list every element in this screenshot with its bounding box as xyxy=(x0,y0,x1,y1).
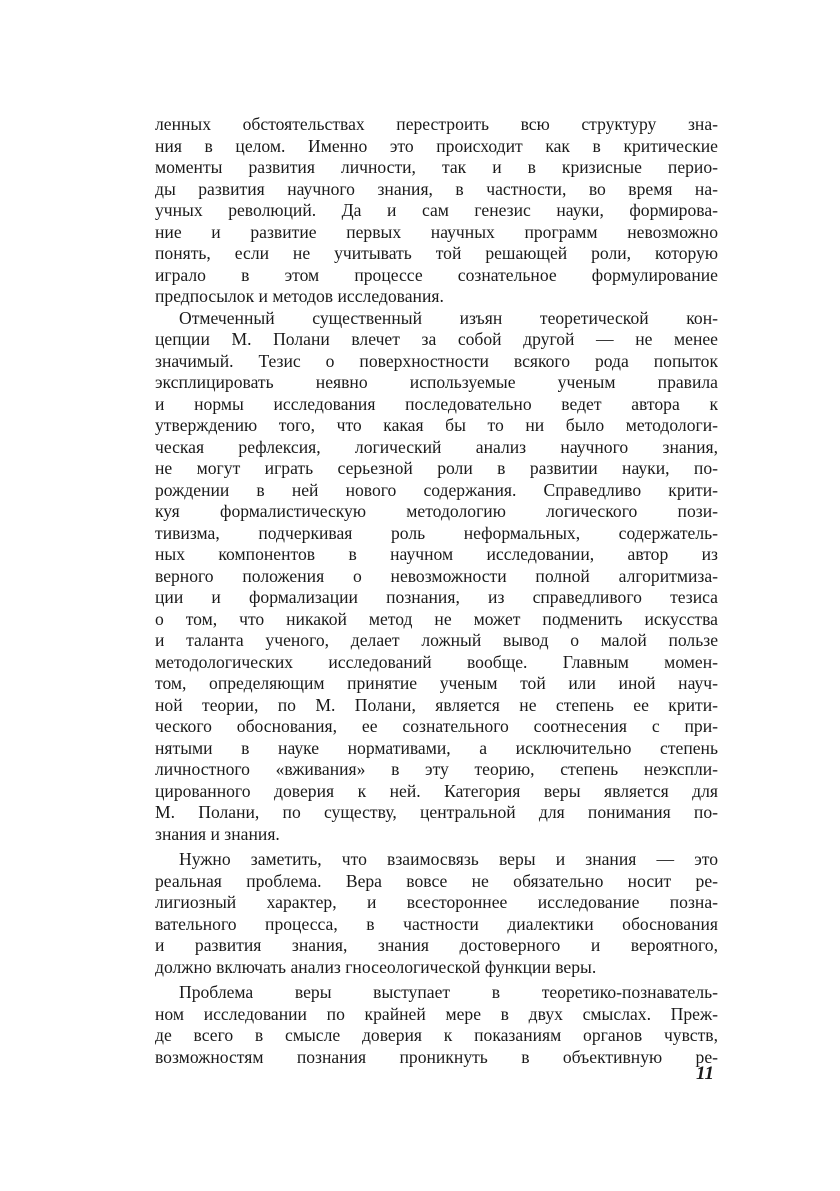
text-line: вательного процесса, в частности диалектики обоснования xyxy=(155,913,718,934)
text-line: ном исследовании по крайней мере в двух смыслах. Преж- xyxy=(155,1003,718,1024)
text-line: ческая рефлексия, логический анализ научного знания, xyxy=(155,436,718,457)
text-line: цепции М. Полани влечет за собой другой — не менее xyxy=(155,329,718,349)
page-number: 11 xyxy=(696,1063,714,1084)
text-line: ния в целом. Именно это происходит как в критические xyxy=(155,135,718,156)
text-line: должно включать анализ гносеологической функции веры. xyxy=(155,956,597,977)
text-line: лигиозный характер, и всестороннее исследование позна- xyxy=(155,892,718,912)
text-line: ции и формализации познания, из справедливого тезиса xyxy=(155,587,718,607)
page-body xyxy=(155,114,718,1068)
text-line: куя формалистическую методологию логического пози- xyxy=(155,501,718,521)
text-line: нятыми в науке нормативами, а исключительно степень xyxy=(155,737,718,758)
text-line: и развития знания, знания достоверного и вероятного, xyxy=(155,935,718,955)
text-line: личностного «вживания» в эту теорию, степень неэкспли- xyxy=(155,759,718,779)
text-line: утверждению того, что какая бы то ни было методологи- xyxy=(155,415,718,435)
paragraph xyxy=(155,849,718,978)
paragraph xyxy=(155,308,718,846)
text-line: о том, что никакой метод не может подменить искусства xyxy=(155,608,718,629)
paragraph xyxy=(155,982,718,1068)
text-line: верного положения о невозможности полной алгоритмиза- xyxy=(155,565,718,586)
text-line: ленных обстоятельствах перестроить всю структуру зна- xyxy=(155,114,718,134)
text-line: возможностям познания проникнуть в объективную ре- xyxy=(155,1046,718,1067)
text-line: Отмеченный существенный изъян теоретической кон- xyxy=(179,307,718,328)
text-line: моменты развития личности, так и в кризисные перио- xyxy=(155,157,718,177)
text-line: и нормы исследования последовательно ведет автора к xyxy=(155,393,718,414)
text-line: учных революций. Да и сам генезис науки, формирова- xyxy=(155,200,718,220)
text-line: М. Полани, по существу, центральной для понимания по- xyxy=(155,802,718,822)
text-line: Нужно заметить, что взаимосвязь веры и знания — это xyxy=(179,849,718,869)
text-line: Проблема веры выступает в теоретико-познаватель- xyxy=(179,982,718,1002)
text-line: методологических исследований вообще. Главным момен- xyxy=(155,651,718,672)
text-line: ческого обоснования, ее сознательного соотнесения с при- xyxy=(155,716,718,736)
text-line: ной теории, по М. Полани, является не степень ее крити- xyxy=(155,694,718,715)
text-line: рождении в ней нового содержания. Справедливо крити- xyxy=(155,479,718,500)
text-line: не могут играть серьезной роли в развитии науки, по- xyxy=(155,458,718,478)
text-line: и таланта ученого, делает ложный вывод о малой пользе xyxy=(155,630,718,650)
text-line: ных компонентов в научном исследовании, автор из xyxy=(155,544,718,564)
text-line: понять, если не учитывать той решающей роли, которую xyxy=(155,243,718,263)
text-line: цированного доверия к ней. Категория веры является для xyxy=(155,780,718,801)
text-line: реальная проблема. Вера вовсе не обязательно носит ре- xyxy=(155,870,718,891)
text-line: де всего в смысле доверия к показаниям органов чувств, xyxy=(155,1025,718,1045)
text-line: эксплицировать неявно используемые ученым правила xyxy=(155,372,718,392)
text-line: играло в этом процессе сознательное формулирование xyxy=(155,264,718,285)
text-line: ние и развитие первых научных программ невозможно xyxy=(155,221,718,242)
text-line: ды развития научного знания, в частности, во время на- xyxy=(155,178,718,199)
text-line: значимый. Тезис о поверхностности всякого рода попыток xyxy=(155,350,718,371)
text-line: знания и знания. xyxy=(155,823,280,844)
text-line: предпосылок и методов исследования. xyxy=(155,286,444,306)
text-line: том, определяющим принятие ученым той или иной науч- xyxy=(155,673,718,693)
text-line: тивизма, подчеркивая роль неформальных, содержатель- xyxy=(155,522,718,543)
paragraph xyxy=(155,114,718,308)
